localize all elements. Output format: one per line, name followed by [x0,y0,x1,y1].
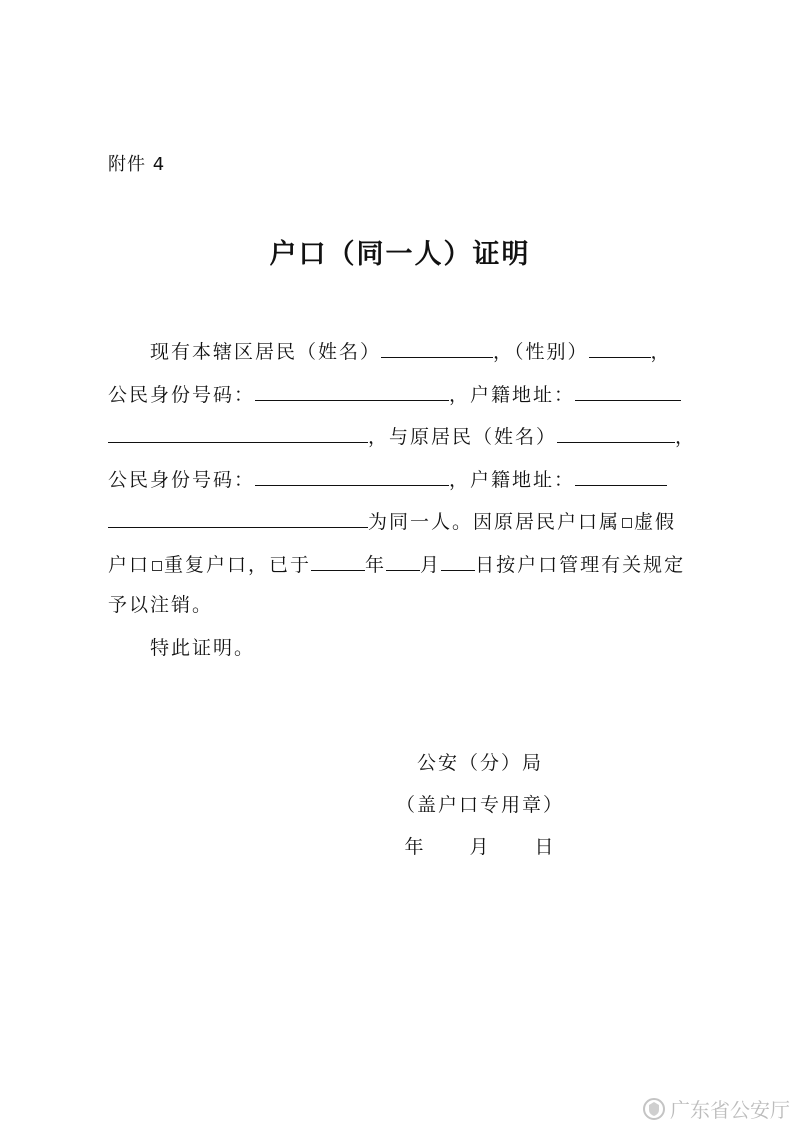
police-badge-icon [642,1097,666,1121]
text-address-label: ，户籍地址： [449,383,576,406]
watermark-text: 广东省公安厅 [670,1098,790,1122]
address-blank-part2[interactable] [108,420,368,443]
signature-year: 年 [404,836,426,858]
watermark [642,1094,790,1123]
year-blank[interactable] [311,548,365,571]
gender-blank[interactable] [589,335,651,358]
checkbox-duplicate-registration[interactable] [152,561,162,571]
text-registration: 户口 [108,553,151,576]
month-blank[interactable] [386,548,420,571]
text-cancelled: 予以注销。 [108,594,214,616]
signature-day: 日 [534,836,556,858]
signature-date [0,832,800,859]
body-line-2 [108,378,690,421]
text-per-regulations: 日按户口管理有关规定 [475,553,686,576]
id-number-blank[interactable] [255,378,449,401]
address-blank-part1[interactable] [575,378,681,401]
text-duplicate: 重复户口，已于 [164,553,312,576]
seal-note: （盖户口专用章） [395,794,564,816]
name-blank[interactable] [381,335,493,358]
text-original-name-label: ，与原居民（姓名） [368,426,558,448]
body-line-4 [108,463,690,506]
body-line-8 [108,633,690,676]
certificate-body [108,335,697,675]
text-id-number-label: 公民身份号码： [108,383,256,406]
text-year: 年 [365,553,387,576]
text-gender-label: ，（性别） [493,341,589,363]
body-line-6 [108,548,690,591]
original-address-blank-part1[interactable] [575,463,667,486]
body-line-1 [108,335,690,378]
attachment-label: 附件 4 [108,154,166,175]
text-hereby-certified: 特此证明。 [150,636,256,659]
body-line-7 [108,590,690,633]
text-original-id-label: 公民身份号码： [108,468,256,491]
signature-month: 月 [469,836,491,858]
original-address-blank-part2[interactable] [108,505,368,528]
body-line-3 [108,420,697,463]
checkbox-false-registration[interactable] [622,518,632,528]
original-name-blank[interactable] [557,420,675,443]
text-original-address-label: ，户籍地址： [449,468,576,491]
issuing-bureau: 公安（分）局 [416,752,543,774]
body-line-5 [108,505,690,548]
document-title: 户口（同一人）证明 [269,239,531,270]
text-same-person: 为同一人。因原居民户口属 [368,511,621,533]
day-blank[interactable] [441,548,475,571]
text-false: 虚假 [634,511,677,533]
text-comma: ， [675,426,697,448]
text-month: 月 [420,553,442,576]
text-comma: ， [650,341,672,363]
text-resident-name-label: 现有本辖区居民（姓名） [150,341,382,363]
original-id-blank[interactable] [255,463,449,486]
